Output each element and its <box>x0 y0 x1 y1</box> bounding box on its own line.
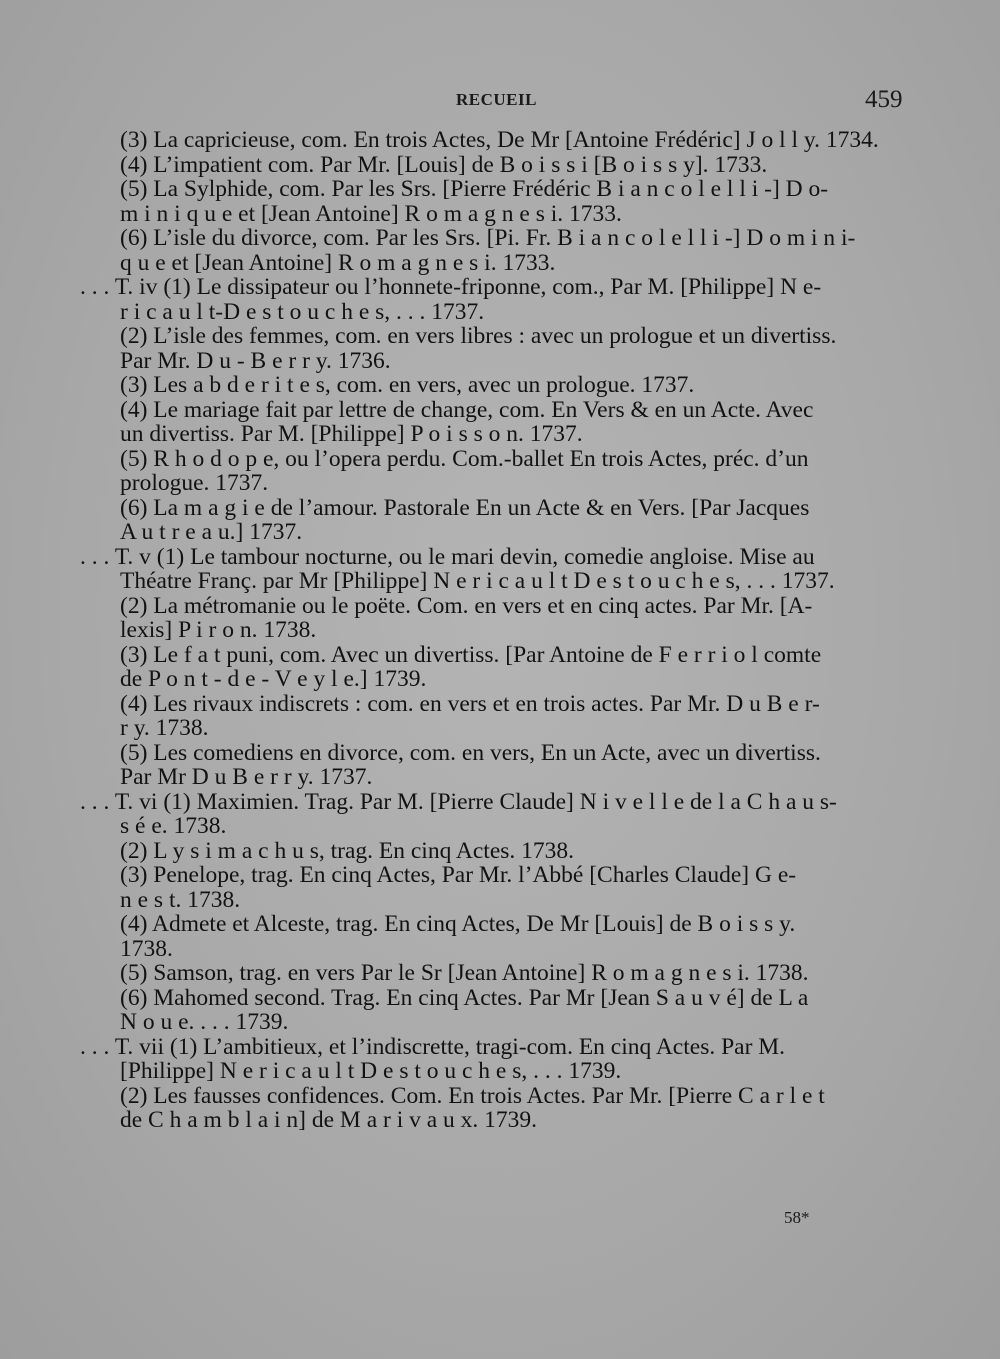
text-line: (4) Les rivaux indiscrets : com. en vers et en trois actes. Par Mr. D u B e r- <box>120 690 820 717</box>
text-line: 1738. <box>120 935 173 962</box>
text-line: N o u e. . . . 1739. <box>120 1009 289 1035</box>
text-line: (2) L y s i m a c h u s, trag. En cinq Actes. 1738. <box>120 837 575 864</box>
text-line: q u e et [Jean Antoine] R o m a g n e s i. 1733. <box>120 249 556 276</box>
text-line: (5) La Sylphide, com. Par les Srs. [Pierre Frédéric B i a n c o l e l l i -] D o- <box>120 176 829 202</box>
text-line: Théatre Franç. par Mr [Philippe] N e r i c a u l t D e s t o u c h e s, . . . 1737. <box>120 568 835 594</box>
text-line: (6) La m a g i e de l’amour. Pastorale En un Acte & en Vers. [Par Jacques <box>120 494 810 521</box>
text-line: (2) Les fausses confidences. Com. En trois Actes. Par Mr. [Pierre C a r l e t <box>120 1082 825 1109</box>
text-line: un divertiss. Par M. [Philippe] P o i s s o n. 1737. <box>120 421 583 447</box>
text-line: n e s t. 1738. <box>120 886 241 913</box>
text-line: m i n i q u e et [Jean Antoine] R o m a g n e s i. 1733. <box>120 200 622 227</box>
text-line: (5) R h o d o p e, ou l’opera perdu. Com.-ballet En trois Actes, préc. d’un <box>120 445 809 472</box>
text-line: . . . T. iv (1) Le dissipateur ou l’honnete-friponne, com., Par M. [Philippe] N e- <box>80 274 822 300</box>
signature-mark: 58* <box>784 1208 810 1227</box>
text-line: de P o n t - d e - V e y l e.] 1739. <box>120 666 427 692</box>
text-line: r i c a u l t-D e s t o u c h e s, . . . 1737. <box>120 298 485 325</box>
text-line: Par Mr. D u - B e r r y. 1736. <box>120 347 391 374</box>
text-line: (3) La capricieuse, com. En trois Actes, De Mr [Antoine Frédéric] J o l l y. 1734. <box>120 127 879 153</box>
text-line: de C h a m b l a i n] de M a r i v a u x. 1739. <box>120 1107 538 1133</box>
text-line: (3) Les a b d e r i t e s, com. en vers, avec un prologue. 1737. <box>120 372 695 398</box>
text-line: lexis] P i r o n. 1738. <box>120 617 317 643</box>
page-number: 459 <box>865 86 903 113</box>
text-line: (3) Le f a t puni, com. Avec un divertiss. [Par Antoine de F e r r i o l comte <box>120 641 822 668</box>
text-line: (4) Admete et Alceste, trag. En cinq Actes, De Mr [Louis] de B o i s s y. <box>120 911 796 937</box>
text-line: A u t r e a u.] 1737. <box>120 519 303 545</box>
text-line: r y. 1738. <box>120 715 209 741</box>
text-line: (5) Samson, trag. en vers Par le Sr [Jean Antoine] R o m a g n e s i. 1738. <box>120 960 809 986</box>
text-line: . . . T. vii (1) L’ambitieux, et l’indiscrette, tragi-com. En cinq Actes. Par M. <box>80 1033 786 1060</box>
text-line: [Philippe] N e r i c a u l t D e s t o u c h e s, . . . 1739. <box>120 1058 622 1084</box>
text-line: prologue. 1737. <box>120 470 269 496</box>
text-line: (6) Mahomed second. Trag. En cinq Actes. Par Mr [Jean S a u v é] de L a <box>120 984 809 1011</box>
page-body <box>80 128 910 1133</box>
text-line: (4) Le mariage fait par lettre de change, com. En Vers & en un Acte. Avec <box>120 396 814 423</box>
text-line: (2) La métromanie ou le poëte. Com. en vers et en cinq actes. Par Mr. [A- <box>120 592 813 619</box>
text-line: Par Mr D u B e r r y. 1737. <box>120 764 373 790</box>
text-line: (2) L’isle des femmes, com. en vers libres : avec un prologue et un divertiss. <box>120 323 837 349</box>
text-line: (5) Les comediens en divorce, com. en vers, En un Acte, avec un divertiss. <box>120 739 821 766</box>
text-line: s é e. 1738. <box>120 813 227 839</box>
text-line: (6) L’isle du divorce, com. Par les Srs. [Pi. Fr. B i a n c o l e l l i -] D o m i n i- <box>120 225 856 251</box>
text-line: (4) L’impatient com. Par Mr. [Louis] de B o i s s i [B o i s s y]. 1733. <box>120 151 768 178</box>
text-line: . . . T. vi (1) Maximien. Trag. Par M. [Pierre Claude] N i v e l l e de l a C h a u s- <box>80 788 837 815</box>
text-line: (3) Penelope, trag. En cinq Actes, Par Mr. l’Abbé [Charles Claude] G e- <box>120 862 797 888</box>
text-line: . . . T. v (1) Le tambour nocturne, ou le mari devin, comedie angloise. Mise au <box>80 543 815 570</box>
running-head: RECUEIL <box>456 90 537 109</box>
